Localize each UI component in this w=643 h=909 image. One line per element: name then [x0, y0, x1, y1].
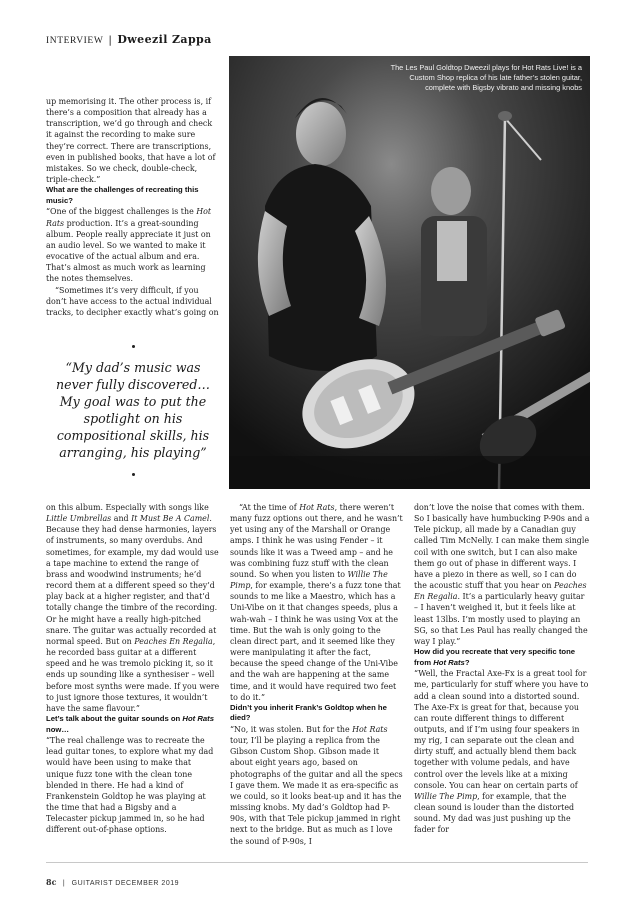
- question-heading: Let’s talk about the guitar sounds on Hot Rats now…: [46, 713, 214, 734]
- feature-photo: [229, 56, 590, 489]
- paragraph: “At the time of Hot Rats, there weren’t many fuzz options out there, and he wasn’t yet using any of the Marshall or Orange amps. I think he was using Fender – it sounds like it was a Tweed amp – and he was combining fuzz stuff with the clean sound. So when you listen to Willie The Pimp, for example, there’s a fuzz tone that sounds to me like a Maestro, which has a Uni-Vibe on it that changes speeds, plus a wah-wah – I think he was using Vox at the time. But the wah is only going to the clean direct part, and it seemed like they were manipulating it after the fact, because the speed change of the Uni-Vibe and the wah are happening at the same time, and it would have required two feet to do it.”: [230, 503, 403, 702]
- question-heading: How did you recreate that very specific tone from Hot Rats?: [414, 647, 576, 667]
- running-header: [46, 33, 212, 46]
- pull-quote-text: “My dad’s music was never fully discovered… My goal was to put the spotlight on his compositional skills, his arranging, his playing”: [56, 360, 210, 460]
- pull-quote-dot: [132, 473, 135, 476]
- page-footer: [46, 877, 179, 887]
- paragraph: “One of the biggest challenges is the Hot Rats production. It’s a great-sounding album. People really appreciate it just on an audio level. So we wanted to make it evocative of the actual album and era. That’s almost as much work as learning the notes themselves.: [46, 207, 212, 284]
- photo-caption: The Les Paul Goldtop Dweezil plays for Hot Rats Live! is a Custom Shop replica of his late father’s stolen guitar, complete with Bigsby vibrato and missing knobs: [390, 63, 582, 92]
- column-2: [230, 502, 404, 847]
- concert-guitarist-photo: [229, 56, 590, 489]
- paragraph: “Sometimes it’s very difficult, if you don’t have access to the actual individual tracks, to decipher exactly what’s going on: [46, 285, 219, 317]
- question-heading: What are the challenges of recreating this music?: [46, 185, 199, 205]
- paragraph: “The real challenge was to recreate the lead guitar tones, to explore what my dad would have been using to make that unique fuzz tone with the clean tone blended in there. He had a kind of Frankenstein Goldtop he was playing at the time that had a Bigsby and a Telecaster pickup jammed in, so he had different out-of-phase options.: [46, 736, 214, 835]
- paragraph: “Well, the Fractal Axe-Fx is a great tool for me, particularly for stuff where you have to add a clean sound into a distorted sound. The Axe-Fx is great for that, because you can route different things to different outputs, and if I’m using four speakers in my rig, I can separate out the clean and dirty stuff, and actually blend them back together with volume pedals, and have control over the levels like at a mixing console. You can hear on certain parts of Willie The Pimp, for example, that the clean sound is louder than the distorted sound. My dad was just pushing up the fader for: [414, 669, 589, 835]
- publication-name: GUITARIST DECEMBER 2019: [71, 880, 179, 887]
- pull-quote: [46, 345, 220, 476]
- page-number: 8c: [46, 877, 57, 887]
- paragraph: don’t love the noise that comes with them. So I basically have humbucking P-90s and a Tele pickup, all made by a Canadian guy called Tim McNelly. I can make them single coil with one switch, but I can also make them go out of phase in different ways. I have a piezo in there as well, so I can do the acoustic stuff that you hear on Peaches En Regalia. It’s a particularly heavy guitar – I haven’t weighed it, but it feels like at least 13lbs. I’m mostly used to playing an SG, so that Les Paul has really changed the way I play.”: [414, 503, 590, 646]
- question-heading: Didn’t you inherit Frank’s Goldtop when he died?: [230, 702, 387, 723]
- paragraph: up memorising it. The other process is, if there’s a composition that already has a transcription, we’d go through and check it against the recording to make sure they’re correct. There are transcriptions, even in published books, that have a lot of mistakes. So we check, double-check, triple-check.”: [46, 97, 216, 185]
- paragraph: “No, it was stolen. But for the Hot Rats tour, I’ll be playing a replica from the Gibson Custom Shop. Gibson made it about eight years ago, based on photographs of the guitar and all the specs I gave them. We made it as era-specific as we could, so it looks beat-up and it has the missing knobs. My dad’s Goldtop had P-90s, with that Tele pickup jammed in right next to the bridge. But as much as I love the sound of P-90s, I: [230, 725, 403, 846]
- interview-subject: Dweezil Zappa: [117, 33, 212, 46]
- album-title: Hot Rats: [46, 207, 212, 228]
- column-1-top: [46, 96, 220, 318]
- footer-rule: [46, 862, 588, 863]
- footer-divider: |: [62, 880, 66, 887]
- header-divider: |: [108, 34, 113, 46]
- column-3: [414, 502, 590, 836]
- paragraph: on this album. Especially with songs like Little Umbrellas and It Must Be A Camel. Because they had dense harmonies, layers of instruments, so many overdubs. And sometimes, for example, my dad would use a tape machine to extend the range of brass and woodwind instruments; he’d record them at a different speed so they’d play back at a higher register, and that’d totally change the timbre of the recording. Or he might have a really high-pitched snare. The guitar was actually recorded at normal speed. But on Peaches En Regalia, he recorded bass guitar at a different speed and he was tremolo picking it, so it ends up sounding like a synthesiser – well before most synths were made. If you were to just ignore those textures, it wouldn’t have the same flavour.”: [46, 503, 220, 713]
- column-1-bottom: [46, 502, 220, 836]
- pull-quote-dot: [132, 345, 135, 348]
- section-label: INTERVIEW: [46, 36, 104, 46]
